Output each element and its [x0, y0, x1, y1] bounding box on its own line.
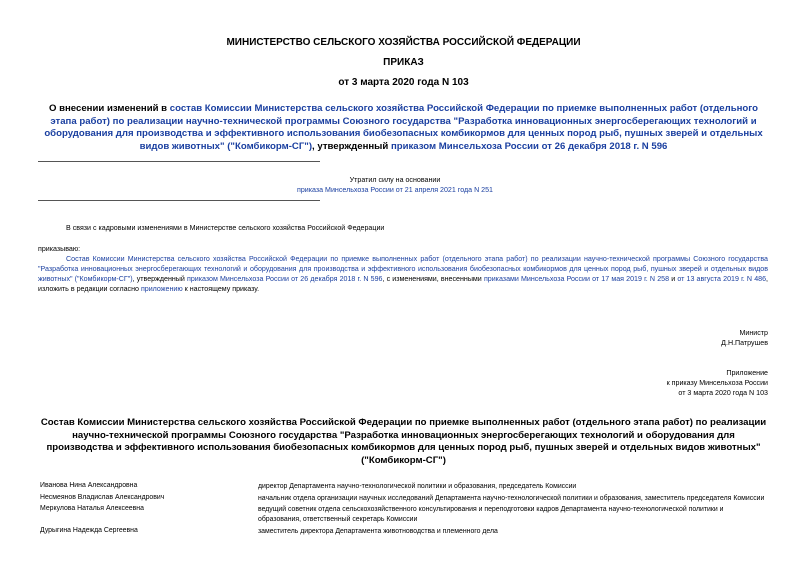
member-name: Несмеянов Владислав Александрович: [40, 494, 165, 501]
member-role: ведущий советник отдела сельскохозяйственного консультирования и переподготовки кадров Департамента научно-технологической политики и образования, ответственный секретарь Комиссии: [258, 506, 724, 523]
member-role: заместитель директора Департамента животноводства и племенного дела: [258, 528, 498, 535]
title-text-start: О внесении изменений в: [48, 103, 170, 114]
order-text-5: к настоящему приказу.: [182, 285, 260, 293]
title-order-link[interactable]: приказом Минсельхоза России от 26 декабря 2018 г. N 596: [390, 140, 668, 152]
member-name: Меркулова Наталья Алексеевна: [40, 505, 144, 512]
order-258-link[interactable]: приказами Минсельхоза России от 17 мая 2019 г. N 258: [483, 275, 670, 283]
composition-title: Состав Комиссии Министерства сельского хозяйства Российской Федерации по приемке выполненных работ (отдельного этапа работ) по реализации научно-технической программы Союзного государства "Разработка инновационных энергосберегающих технологий и оборудования для производства и эффективного использования биобезопасных комбикормов для ценных пород рыб, пушных зверей и отдельных видов животных" ("Комбикорм-СГ"): [40, 417, 767, 466]
order-596-link[interactable]: приказом Минсельхоза России от 26 декабря 2018 г. N 596: [187, 275, 383, 283]
appendix-date: от 3 марта 2020 года N 103: [678, 389, 768, 397]
order-text-3: и: [669, 275, 678, 283]
divider-top: [38, 161, 320, 162]
ministry-title: МИНИСТЕРСТВО СЕЛЬСКОГО ХОЗЯЙСТВА РОССИЙСКОЙ ФЕДЕРАЦИИ: [226, 37, 581, 48]
document-date-number: от 3 марта 2020 года N 103: [338, 77, 469, 88]
appendix-ref: к приказу Минсельхоза России: [666, 379, 768, 387]
document-title: [40, 103, 767, 153]
divider-bottom: [38, 200, 320, 201]
appendix-label: Приложение: [726, 369, 768, 377]
order-text-2: , с изменениями, внесенными: [382, 275, 484, 283]
member-role: директор Департамента научно-технологической политики и образования, председатель Комиссии: [258, 483, 577, 490]
member-role: начальник отдела организации научных исследований Департамента научно-технологической политики и образования, заместитель председателя Комиссии: [258, 495, 765, 502]
order-word: приказываю:: [38, 245, 81, 253]
document-type: ПРИКАЗ: [383, 57, 424, 68]
status-repealed-label: Утратил силу на основании: [349, 176, 441, 184]
member-name: Дурыгина Надежда Сергеевна: [40, 527, 138, 534]
signature-position: Министр: [739, 329, 768, 337]
intro-paragraph: В связи с кадровыми изменениями в Министерстве сельского хозяйства Российской Федерации: [66, 224, 385, 232]
title-text-mid: , утвержденный: [312, 140, 391, 152]
order-text-1: , утвержденный: [132, 275, 187, 283]
order-paragraph: [38, 254, 768, 294]
order-486-link[interactable]: от 13 августа 2019 г. N 486: [677, 275, 767, 283]
signature-name: Д.Н.Патрушев: [721, 339, 768, 347]
status-repeal-link[interactable]: приказа Минсельхоза России от 21 апреля 2021 года N 251: [297, 186, 493, 194]
member-name: Иванова Нина Александровна: [40, 482, 138, 489]
appendix-link[interactable]: приложению: [140, 285, 183, 293]
composition-link[interactable]: Состав Комиссии Министерства сельского хозяйства Российской Федерации по приемке выполненных работ (отдельного этапа работ) по реализации научно-технической программы Союзного государства "Разработка инновационных энергосберегающих технологий и оборудования для производства и эффективного использования биобезопасных комбикормов для ценных пород рыб, пушных зверей и отдельных видов животных" ("Комбикорм-СГ"): [38, 255, 768, 283]
order-text-4: , изложить в редакции согласно: [38, 275, 769, 293]
title-composition-link[interactable]: состав Комиссии Министерства сельского хозяйства Российской Федерации по приемке выполненных работ (отдельного этапа работ) по реализации научно-технической программы Союзного государства "Разработка инновационных энергосберегающих технологий и оборудования для производства и эффективного использования биобезопасных комбикормов для ценных пород рыб, пушных зверей и отдельных видов животных" ("Комбикорм-СГ"): [44, 103, 763, 152]
